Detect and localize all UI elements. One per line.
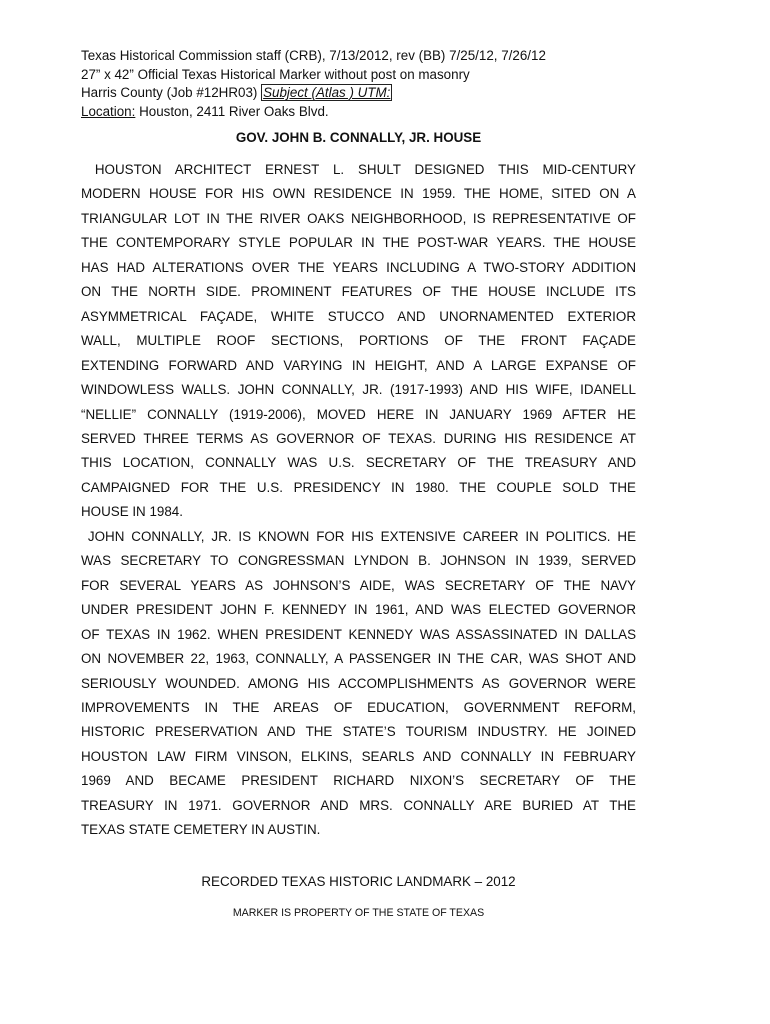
marker-title: GOV. JOHN B. CONNALLY, JR. HOUSE: [235, 130, 482, 145]
text-line: HAS HAD ALTERATIONS OVER THE YEARS INCLUDING A TWO-STORY ADDITION: [81, 259, 636, 275]
marker-spec-line: 27” x 42” Official Texas Historical Marker without post on masonry: [81, 66, 470, 82]
text-line: THIS LOCATION, CONNALLY WAS U.S. SECRETARY OF THE TREASURY AND: [81, 455, 636, 471]
text-line: 1969 AND BECAME PRESIDENT RICHARD NIXON’S SECRETARY OF THE: [81, 773, 636, 789]
landmark-designation: RECORDED TEXAS HISTORIC LANDMARK – 2012: [201, 874, 516, 889]
county-job-text: Harris County (Job #12HR03): [81, 85, 262, 100]
text-line: HOUSTON ARCHITECT ERNEST L. SHULT DESIGNED THIS MID-CENTURY: [81, 162, 636, 177]
location-value: Houston, 2411 River Oaks Blvd.: [135, 103, 329, 119]
property-notice: MARKER IS PROPERTY OF THE STATE OF TEXAS: [232, 907, 485, 919]
text-line: TEXAS STATE CEMETERY IN AUSTIN.: [81, 822, 321, 838]
text-line: EXTENDING FORWARD AND VARYING IN HEIGHT, AND A LARGE EXPANSE OF: [81, 357, 636, 373]
text-line: JOHN CONNALLY, JR. IS KNOWN FOR HIS EXTENSIVE CAREER IN POLITICS. HE: [81, 528, 636, 544]
text-line: WAS SECRETARY TO CONGRESSMAN LYNDON B. JOHNSON IN 1939, SERVED: [81, 553, 636, 569]
text-line: WALL, MULTIPLE ROOF SECTIONS, PORTIONS OF THE FRONT FAÇADE: [81, 333, 636, 349]
text-line: “NELLIE” CONNALLY (1919-2006), MOVED HERE IN JANUARY 1969 AFTER HE: [81, 406, 636, 422]
subject-atlas-utm-box: Subject (Atlas ) UTM:: [263, 85, 391, 100]
paragraph-1: [81, 158, 636, 525]
location-label: Location:: [81, 103, 136, 119]
text-line: FOR SEVERAL YEARS AS JOHNSON’S AIDE, WAS SECRETARY OF THE NAVY: [81, 577, 636, 593]
marker-text: [81, 158, 636, 843]
text-line: ON NOVEMBER 22, 1963, CONNALLY, A PASSENGER IN THE CAR, WAS SHOT AND: [81, 651, 636, 667]
text-line: SERVED THREE TERMS AS GOVERNOR OF TEXAS. DURING HIS RESIDENCE AT: [81, 430, 636, 446]
text-line: HOUSE IN 1984.: [81, 504, 183, 520]
text-line: HISTORIC PRESERVATION AND THE STATE’S TOURISM INDUSTRY. HE JOINED: [81, 724, 636, 740]
staff-revision-line: Texas Historical Commission staff (CRB), 7/13/2012, rev (BB) 7/25/12, 7/26/12: [81, 48, 546, 63]
text-line: TREASURY IN 1971. GOVERNOR AND MRS. CONNALLY ARE BURIED AT THE: [81, 797, 636, 813]
text-line: THE CONTEMPORARY STYLE POPULAR IN THE POST-WAR YEARS. THE HOUSE: [81, 235, 636, 251]
text-line: CAMPAIGNED FOR THE U.S. PRESIDENCY IN 1980. THE COUPLE SOLD THE: [81, 479, 636, 495]
text-line: HOUSTON LAW FIRM VINSON, ELKINS, SEARLS AND CONNALLY IN FEBRUARY: [81, 748, 636, 764]
text-line: OF TEXAS IN 1962. WHEN PRESIDENT KENNEDY WAS ASSASSINATED IN DALLAS: [81, 626, 636, 642]
text-line: MODERN HOUSE FOR HIS OWN RESIDENCE IN 1959. THE HOME, SITED ON A: [81, 186, 636, 202]
text-line: IMPROVEMENTS IN THE AREAS OF EDUCATION, GOVERNMENT REFORM,: [81, 699, 636, 715]
text-line: ON THE NORTH SIDE. PROMINENT FEATURES OF THE HOUSE INCLUDE ITS: [81, 284, 636, 300]
text-line: WINDOWLESS WALLS. JOHN CONNALLY, JR. (1917-1993) AND HIS WIFE, IDANELL: [81, 382, 636, 398]
text-line: TRIANGULAR LOT IN THE RIVER OAKS NEIGHBORHOOD, IS REPRESENTATIVE OF: [81, 210, 636, 226]
text-line: SERIOUSLY WOUNDED. AMONG HIS ACCOMPLISHMENTS AS GOVERNOR WERE: [81, 675, 636, 691]
location-line: [81, 103, 641, 122]
county-job-line: [81, 84, 641, 103]
document-header: [81, 47, 641, 121]
text-line: ASYMMETRICAL FAÇADE, WHITE STUCCO AND UNORNAMENTED EXTERIOR: [81, 308, 636, 324]
text-line: UNDER PRESIDENT JOHN F. KENNEDY IN 1961, AND WAS ELECTED GOVERNOR: [81, 602, 636, 618]
paragraph-2: [81, 525, 636, 843]
